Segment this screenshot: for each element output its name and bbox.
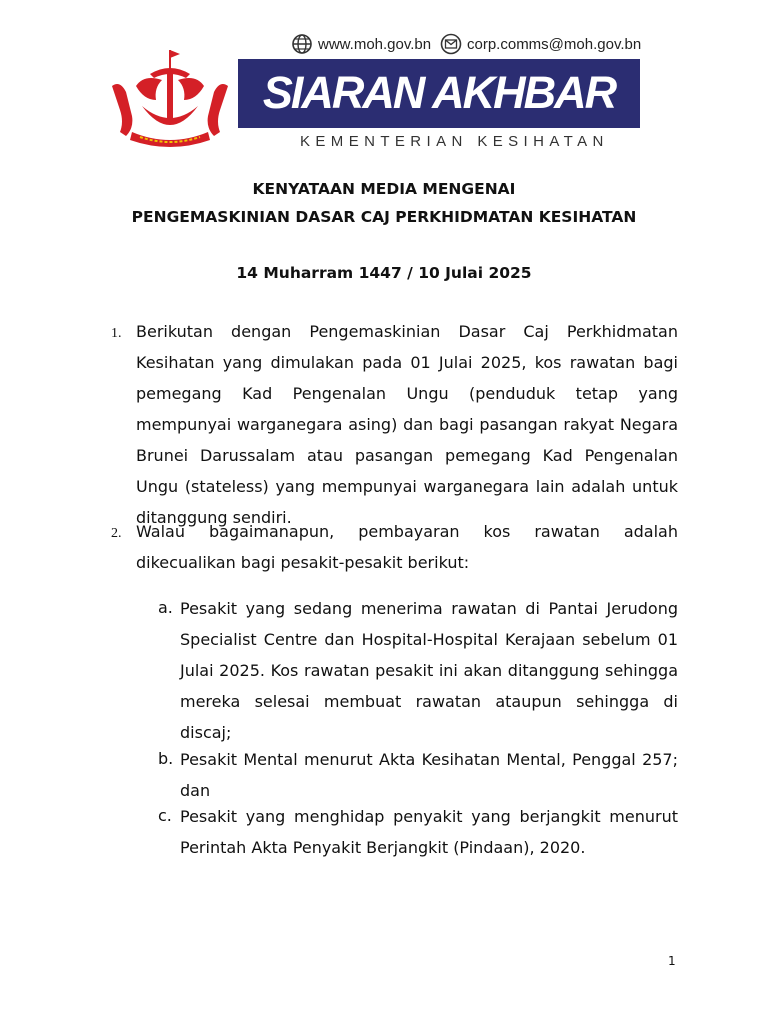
brunei-crest-icon	[106, 44, 234, 152]
globe-icon	[291, 33, 313, 55]
mail-icon	[440, 33, 462, 55]
ministry-name: KEMENTERIAN KESIHATAN	[300, 133, 609, 150]
subitem-letter: a.	[158, 598, 173, 617]
email-link[interactable]	[440, 33, 641, 55]
paragraph: Walau bagaimanapun, pembayaran kos rawatan adalah dikecualikan bagi pesakit-pesakit berikut:	[136, 522, 678, 572]
document-title-line2: PENGEMASKINIAN DASAR CAJ PERKHIDMATAN KESIHATAN	[131, 208, 637, 226]
subitem-text: Pesakit yang sedang menerima rawatan di Pantai Jerudong Specialist Centre dan Hospital-Hospital Kerajaan sebelum 01 Julai 2025. Kos rawatan pesakit ini akan ditanggung sehingga mereka selesai membuat rawatan ataupun sehingga di discaj;	[180, 599, 678, 742]
subitem-text: Pesakit yang menghidap penyakit yang berjangkit menurut Perintah Akta Penyakit Berjangkit (Pindaan), 2020.	[180, 807, 678, 857]
paragraph: Berikutan dengan Pengemaskinian Dasar Caj Perkhidmatan Kesihatan yang dimulakan pada 01 Julai 2025, kos rawatan bagi pemegang Kad Pengenalan Ungu (penduduk tetap yang mempunyai warganegara asing) dan bagi pasangan rakyat Negara Brunei Darussalam atau pasangan pemegang Kad Pengenalan Ungu (stateless) yang mempunyai warganegara lain adalah untuk ditanggung sendiri.	[136, 322, 678, 527]
subitem-letter: b.	[158, 749, 174, 768]
document-title-line1: KENYATAAN MEDIA MENGENAI	[252, 180, 516, 198]
press-release-banner	[238, 59, 640, 128]
subitem-text: Pesakit Mental menurut Akta Kesihatan Mental, Penggal 257; dan	[180, 750, 678, 800]
document-header	[0, 0, 768, 170]
document-date: 14 Muharram 1447 / 10 Julai 2025	[236, 264, 532, 282]
subitem-letter: c.	[158, 806, 172, 825]
website-link[interactable]	[291, 33, 431, 55]
email-text: corp.comms@moh.gov.bn	[467, 35, 642, 53]
paragraph-number: 2.	[111, 526, 122, 541]
website-text: www.moh.gov.bn	[318, 35, 432, 53]
banner-title: SIARAN AKHBAR	[262, 67, 616, 118]
page-number: 1	[668, 954, 676, 968]
paragraph-number: 1.	[111, 326, 122, 341]
